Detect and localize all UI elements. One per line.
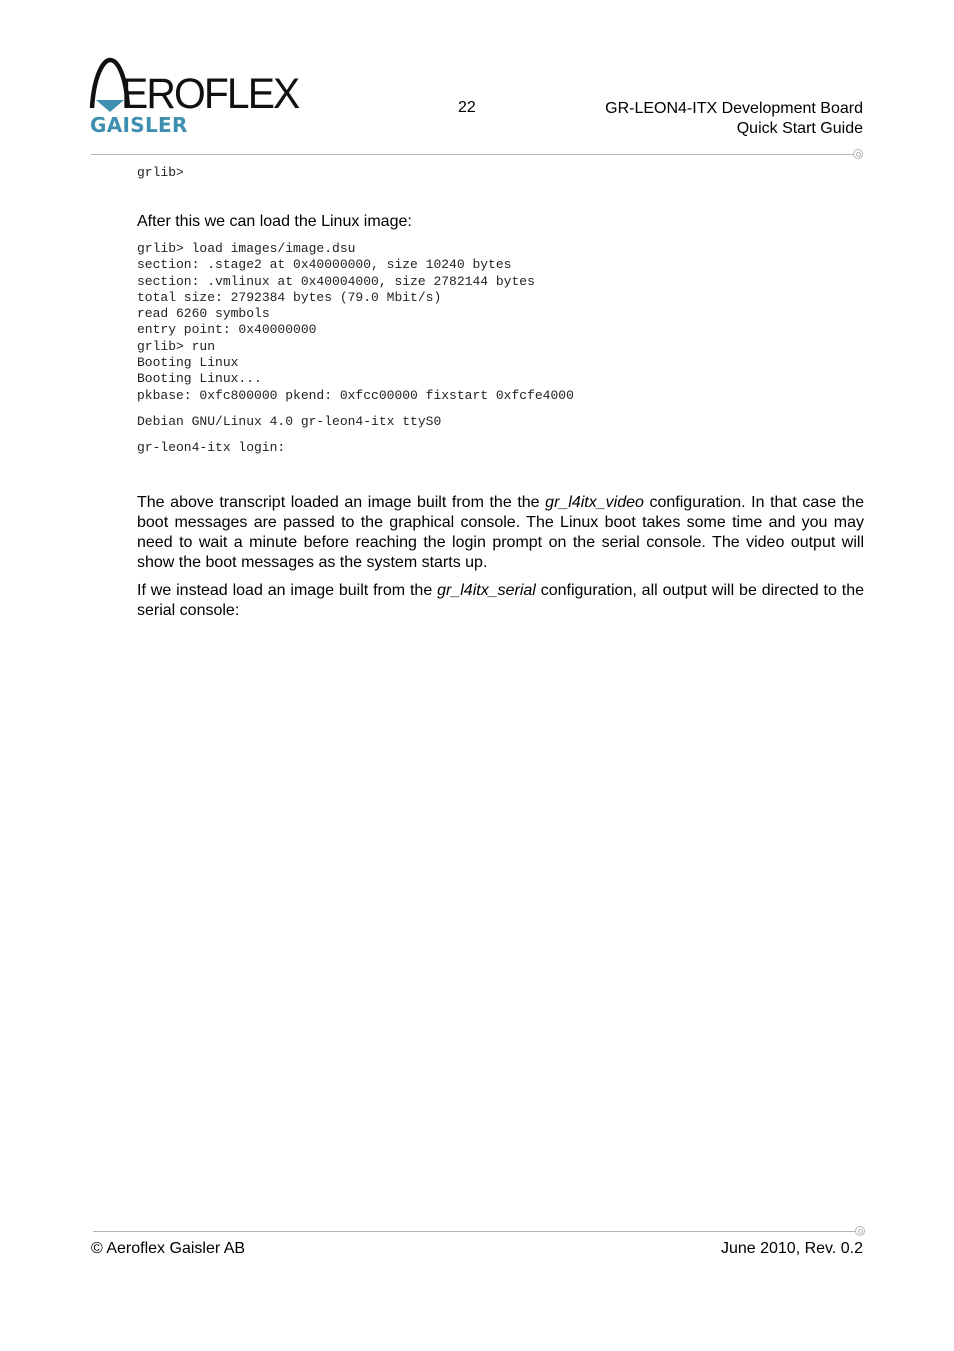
paragraph-serial bbox=[137, 581, 864, 621]
header-rule bbox=[91, 154, 853, 155]
footer-rule-ornament bbox=[855, 1226, 865, 1236]
footer-rule bbox=[93, 1231, 855, 1232]
code-line: Booting Linux bbox=[137, 355, 239, 371]
code-line: grlib> run bbox=[137, 338, 216, 354]
code-line: entry point: 0x40000000 bbox=[137, 322, 317, 338]
logo-subtitle: GAISLER bbox=[90, 113, 188, 137]
code-line: Booting Linux... bbox=[137, 371, 262, 387]
code-line: section: .vmlinux at 0x40004000, size 2782144 bytes bbox=[137, 273, 535, 289]
document-title bbox=[605, 99, 863, 139]
config-name-serial: gr_l4itx_serial bbox=[437, 582, 536, 599]
header-rule-ornament bbox=[853, 149, 863, 159]
debian-banner: Debian GNU/Linux 4.0 gr-leon4-itx ttyS0 bbox=[137, 414, 442, 429]
login-prompt: gr-leon4-itx login: bbox=[137, 440, 286, 455]
para1-text: The above transcript loaded an image built from the the bbox=[137, 494, 546, 511]
code-line: total size: 2792384 bytes (79.0 Mbit/s) bbox=[137, 289, 442, 305]
footer-date-revision: June 2010, Rev. 0.2 bbox=[720, 1240, 863, 1257]
para1-text-rest: configuration. In that case the boot messages are passed to the graphical console. The Linux boot takes some time and you may need to wait a minute before reaching the login prompt on the serial console. The video output will show the boot messages as the system starts up. bbox=[137, 494, 865, 571]
logo-wordmark: EROFLEX bbox=[121, 70, 299, 118]
page-number: 22 bbox=[458, 99, 476, 116]
code-line: grlib> load images/image.dsu bbox=[137, 241, 356, 256]
title-line-2: Quick Start Guide bbox=[736, 120, 863, 137]
code-line: section: .stage2 at 0x40000000, size 10240 bytes bbox=[137, 257, 512, 273]
paragraph-video bbox=[137, 493, 864, 573]
code-block bbox=[137, 241, 574, 404]
para2-text: If we instead load an image built from the bbox=[137, 582, 438, 599]
code-line: pkbase: 0xfc800000 pkend: 0xfcc00000 fixstart 0xfcfe4000 bbox=[137, 387, 574, 403]
intro-text: After this we can load the Linux image: bbox=[137, 213, 412, 230]
title-line-1: GR-LEON4-ITX Development Board bbox=[605, 100, 863, 117]
prompt-line: grlib> bbox=[137, 165, 184, 180]
code-line: read 6260 symbols bbox=[137, 306, 270, 322]
config-name-video: gr_l4itx_video bbox=[545, 494, 644, 511]
para2-text-rest: configuration, all output will be directed to the serial console: bbox=[137, 582, 864, 619]
footer-copyright: © Aeroflex Gaisler AB bbox=[91, 1240, 246, 1257]
